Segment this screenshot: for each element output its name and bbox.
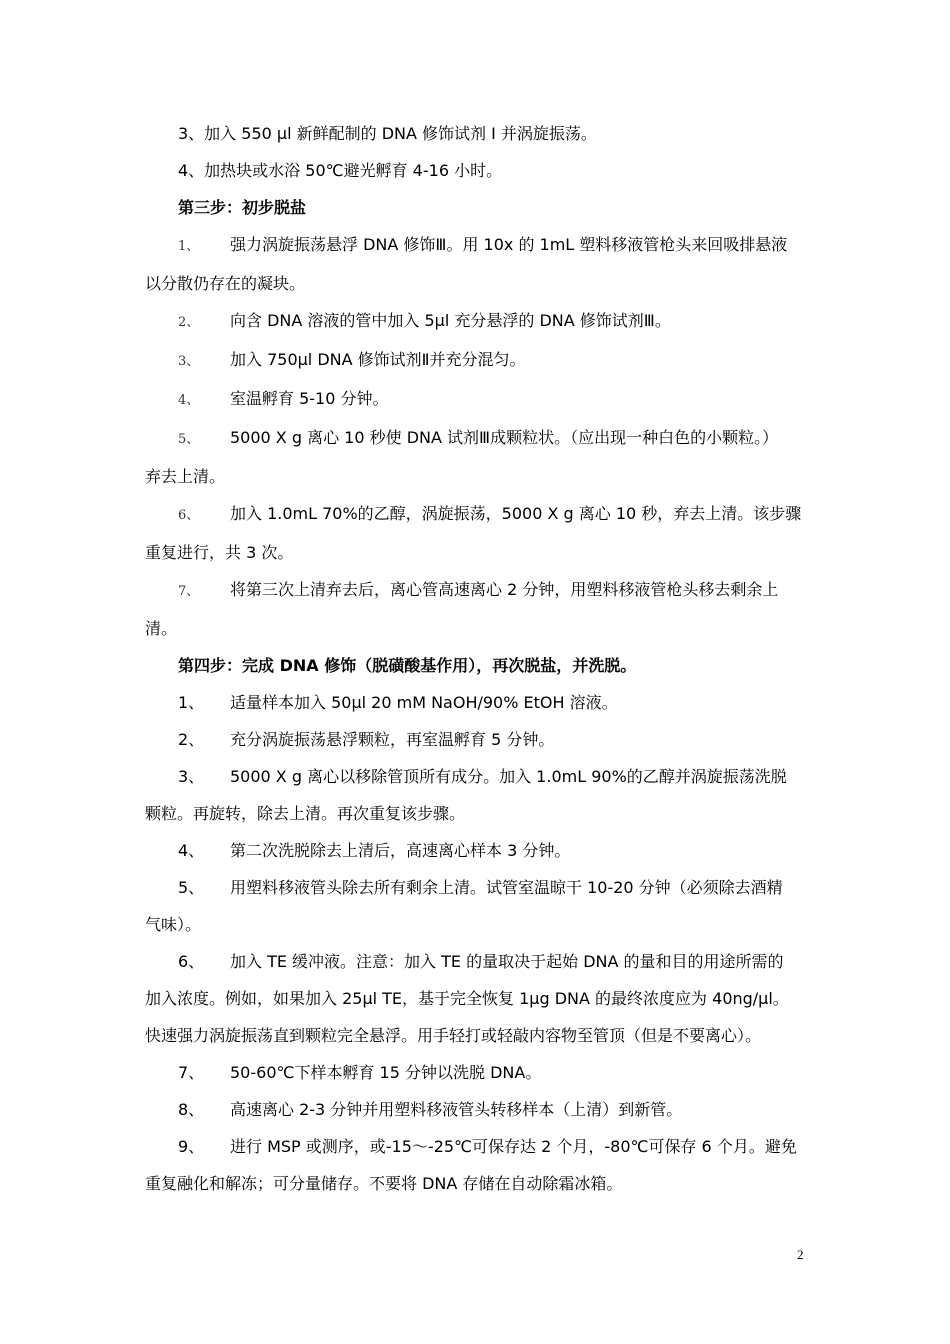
step3-list xyxy=(145,226,810,647)
list-item xyxy=(145,943,810,1054)
item-text-continued: 加入浓度。例如，如果加入 25μl TE，基于完全恢复 1μg DNA 的最终浓度应为 40ng/μl。 xyxy=(145,989,789,1008)
step4-heading: 第四步：完成 DNA 修饰（脱磺酸基作用），再次脱盐，并洗脱。 xyxy=(178,656,637,675)
intro-line-3: 3、加入 550 μl 新鲜配制的 DNA 修饰试剂 I 并涡旋振荡。 xyxy=(178,124,597,143)
item-number: 9、 xyxy=(178,1137,205,1156)
list-item xyxy=(145,380,810,419)
item-text: 进行 MSP 或测序，或-15～-25℃可保存达 2 个月，-80℃可保存 6 个月。避免 xyxy=(230,1137,797,1156)
list-item xyxy=(145,758,810,832)
item-number: 2、 xyxy=(178,315,200,330)
step4-list xyxy=(145,684,810,1202)
list-item xyxy=(145,721,810,758)
item-text: 适量样本加入 50μl 20 mM NaOH/90% EtOH 溶液。 xyxy=(230,693,618,712)
item-text-continued: 弃去上清。 xyxy=(145,467,226,486)
item-number: 1、 xyxy=(178,239,200,254)
item-number: 1、 xyxy=(178,693,205,712)
item-text: 强力涡旋振荡悬浮 DNA 修饰Ⅲ。用 10x 的 1mL 塑料移液管枪头来回吸排悬液 xyxy=(230,235,788,254)
list-item xyxy=(145,341,810,380)
item-text: 室温孵育 5-10 分钟。 xyxy=(230,389,389,408)
item-text: 加入 750μl DNA 修饰试剂Ⅱ并充分混匀。 xyxy=(230,350,526,369)
list-item xyxy=(145,1091,810,1128)
item-number: 4、 xyxy=(178,393,200,408)
intro-line-4: 4、加热块或水浴 50℃避光孵育 4-16 小时。 xyxy=(178,161,503,180)
document-body xyxy=(145,115,810,1202)
item-text-continued: 重复融化和解冻；可分量储存。不要将 DNA 存储在自动除霜冰箱。 xyxy=(145,1174,623,1193)
item-text-continued: 重复进行，共 3 次。 xyxy=(145,543,294,562)
item-text-continued: 以分散仍存在的凝块。 xyxy=(145,274,306,293)
item-number: 4、 xyxy=(178,841,205,860)
list-item xyxy=(145,684,810,721)
step3-heading: 第三步：初步脱盐 xyxy=(178,198,307,217)
list-item xyxy=(145,226,810,302)
item-number: 3、 xyxy=(178,767,205,786)
item-text: 5000 X g 离心以移除管顶所有成分。加入 1.0mL 90%的乙醇并涡旋振荡洗脱 xyxy=(230,767,787,786)
item-text: 向含 DNA 溶液的管中加入 5μl 充分悬浮的 DNA 修饰试剂Ⅲ。 xyxy=(230,311,671,330)
item-number: 5、 xyxy=(178,878,205,897)
list-item xyxy=(145,1128,810,1202)
page-number: 2 xyxy=(797,1247,804,1262)
item-text: 加入 TE 缓冲液。注意：加入 TE 的量取决于起始 DNA 的量和目的用途所需的 xyxy=(230,952,784,971)
item-text: 5000 X g 离心 10 秒使 DNA 试剂Ⅲ成颗粒状。（应出现一种白色的小颗粒。） xyxy=(230,428,779,447)
list-item xyxy=(145,1054,810,1091)
list-item xyxy=(145,869,810,943)
item-text-continued: 快速强力涡旋振荡直到颗粒完全悬浮。用手轻打或轻敲内容物至管顶（但是不要离心）。 xyxy=(145,1026,762,1045)
item-number: 7、 xyxy=(178,1063,205,1082)
item-text: 高速离心 2-3 分钟并用塑料移液管头转移样本（上清）到新管。 xyxy=(230,1100,683,1119)
item-text: 第二次洗脱除去上清后，高速离心样本 3 分钟。 xyxy=(230,841,571,860)
item-number: 6、 xyxy=(178,508,200,523)
item-text: 加入 1.0mL 70%的乙醇，涡旋振荡，5000 X g 离心 10 秒，弃去上清。该步骤 xyxy=(230,504,802,523)
item-number: 6、 xyxy=(178,952,205,971)
item-number: 2、 xyxy=(178,730,205,749)
item-text-continued: 气味）。 xyxy=(145,915,202,934)
list-item xyxy=(145,832,810,869)
item-text-continued: 颗粒。再旋转，除去上清。再次重复该步骤。 xyxy=(145,804,466,823)
item-number: 5、 xyxy=(178,432,200,447)
item-text: 50-60℃下样本孵育 15 分钟以洗脱 DNA。 xyxy=(230,1063,542,1082)
item-number: 3、 xyxy=(178,354,200,369)
list-item xyxy=(145,495,810,571)
item-number: 8、 xyxy=(178,1100,205,1119)
item-number: 7、 xyxy=(178,584,200,599)
list-item xyxy=(145,571,810,647)
item-text: 用塑料移液管头除去所有剩余上清。试管室温晾干 10-20 分钟（必须除去酒精 xyxy=(230,878,783,897)
item-text: 将第三次上清弃去后，离心管高速离心 2 分钟，用塑料移液管枪头移去剩余上 xyxy=(230,580,779,599)
item-text-continued: 清。 xyxy=(145,619,178,638)
list-item xyxy=(145,302,810,341)
item-text: 充分涡旋振荡悬浮颗粒，再室温孵育 5 分钟。 xyxy=(230,730,555,749)
list-item xyxy=(145,419,810,495)
